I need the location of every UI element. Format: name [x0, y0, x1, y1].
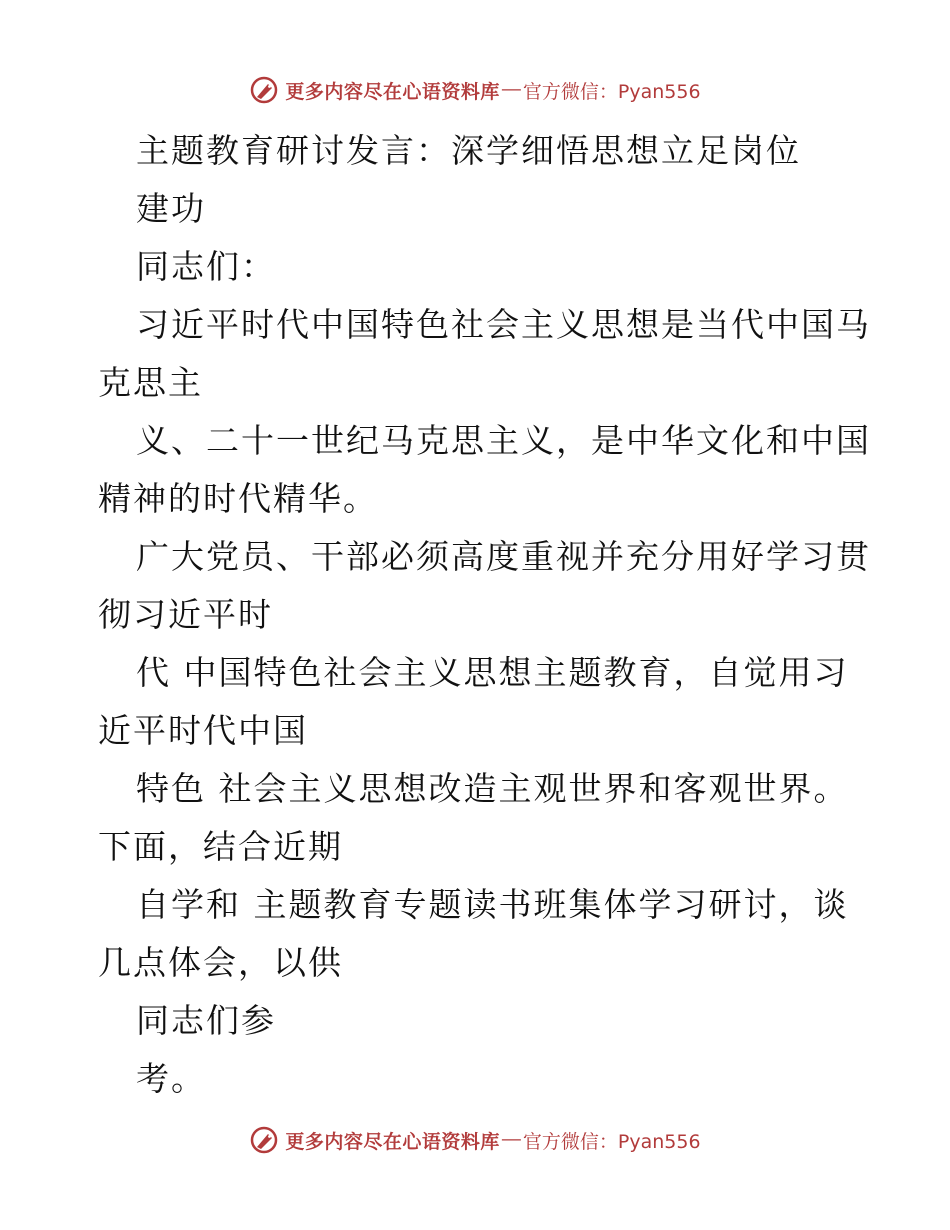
banner-separator: —: [501, 1129, 521, 1150]
document-body: [98, 122, 871, 1108]
document-line: 广大党员、干部必须高度重视并充分用好学习贯: [136, 537, 871, 576]
pen-nib-logo-icon: [249, 75, 279, 105]
document-line: 下面，结合近期: [98, 827, 343, 866]
document-line: 同志们参: [136, 1001, 276, 1040]
document-line: 彻习近平时: [98, 595, 273, 634]
document-line: 自学和 主题教育专题读书班集体学习研讨，谈: [136, 885, 849, 924]
banner-site-text: 更多内容尽在心语资料库: [285, 80, 500, 103]
document-line: 代 中国特色社会主义思想主题教育，自觉用习: [136, 653, 849, 692]
document-line: 克思主: [98, 363, 203, 402]
document-line: 习近平时代中国特色社会主义思想是当代中国马: [136, 305, 871, 344]
banner-separator: —: [501, 79, 521, 100]
pen-nib-logo-icon: [249, 1125, 279, 1155]
footer-watermark-banner: [0, 1120, 950, 1160]
document-line: 考。: [136, 1059, 206, 1098]
document-line: 特色 社会主义思想改造主观世界和客观世界。: [136, 769, 849, 808]
document-line: 建功: [136, 189, 206, 228]
document-line: 近平时代中国: [98, 711, 308, 750]
banner-site-text: 更多内容尽在心语资料库: [285, 1130, 500, 1153]
document-line: 几点体会，以供: [98, 943, 343, 982]
document-line: 精神的时代精华。: [98, 479, 378, 518]
document-line: 主题教育研讨发言：深学细悟思想立足岗位: [136, 131, 801, 170]
document-line: 同志们：: [136, 247, 276, 286]
banner-contact-text: 官方微信：Pyan556: [522, 80, 701, 103]
header-watermark-banner: [0, 70, 950, 110]
document-line: 义、二十一世纪马克思主义，是中华文化和中国: [136, 421, 871, 460]
banner-contact-text: 官方微信：Pyan556: [522, 1130, 701, 1153]
